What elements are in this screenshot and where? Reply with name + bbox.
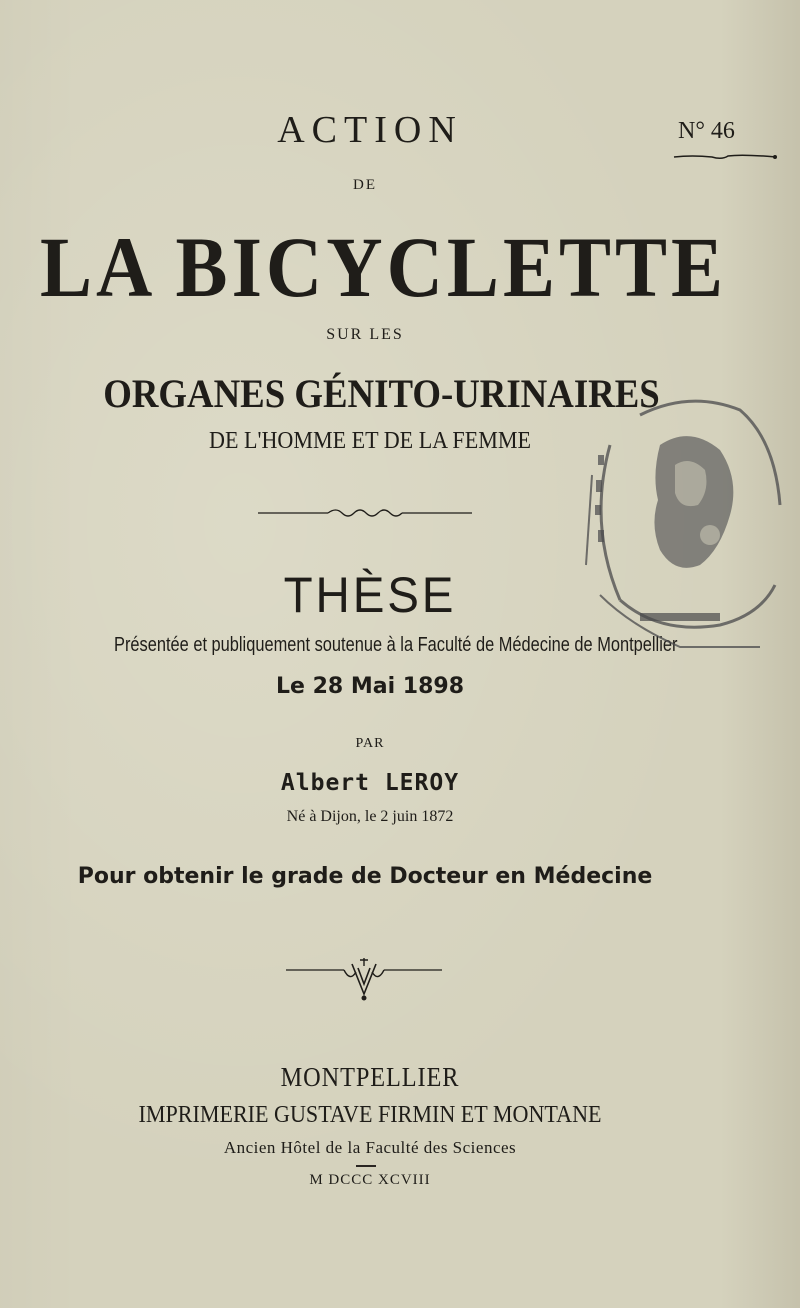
ornament-divider-icon — [258, 503, 472, 523]
title-sur-les: SUR LES — [326, 326, 404, 343]
publisher-name: IMPRIMERIE GUSTAVE FIRMIN ET MONTANE — [138, 1102, 602, 1128]
degree-line: Pour obtenir le grade de Docteur en Médecine — [77, 864, 653, 889]
presentation-line: Présentée et publiquement soutenue à la Faculté de Médecine de Montpellier — [114, 634, 678, 656]
volume-number: N° 46 — [678, 118, 735, 144]
number-underline-icon — [672, 153, 778, 161]
title-action: ACTION — [277, 109, 463, 151]
defense-date: Le 28 Mai 1898 — [275, 674, 465, 699]
small-rule — [356, 1165, 376, 1167]
subtitle-2: DE L'HOMME ET DE LA FEMME — [209, 428, 531, 454]
author-name: Albert LEROY — [280, 770, 460, 796]
author-birth: Né à Dijon, le 2 juin 1872 — [286, 808, 454, 825]
title-de: DE — [353, 177, 377, 193]
publisher-address: Ancien Hôtel de la Faculté des Sciences — [223, 1138, 517, 1157]
publication-year: M DCCC XCVIII — [309, 1172, 431, 1188]
fleuron-divider-icon — [286, 958, 442, 1002]
title-main: LA BICYCLETTE — [40, 219, 728, 315]
subtitle: ORGANES GÉNITO-URINAIRES — [103, 371, 660, 416]
publisher-city: MONTPELLIER — [280, 1062, 460, 1092]
par-label: PAR — [355, 736, 385, 751]
these-heading: THÈSE — [283, 567, 457, 623]
library-stamp-icon — [580, 385, 790, 665]
